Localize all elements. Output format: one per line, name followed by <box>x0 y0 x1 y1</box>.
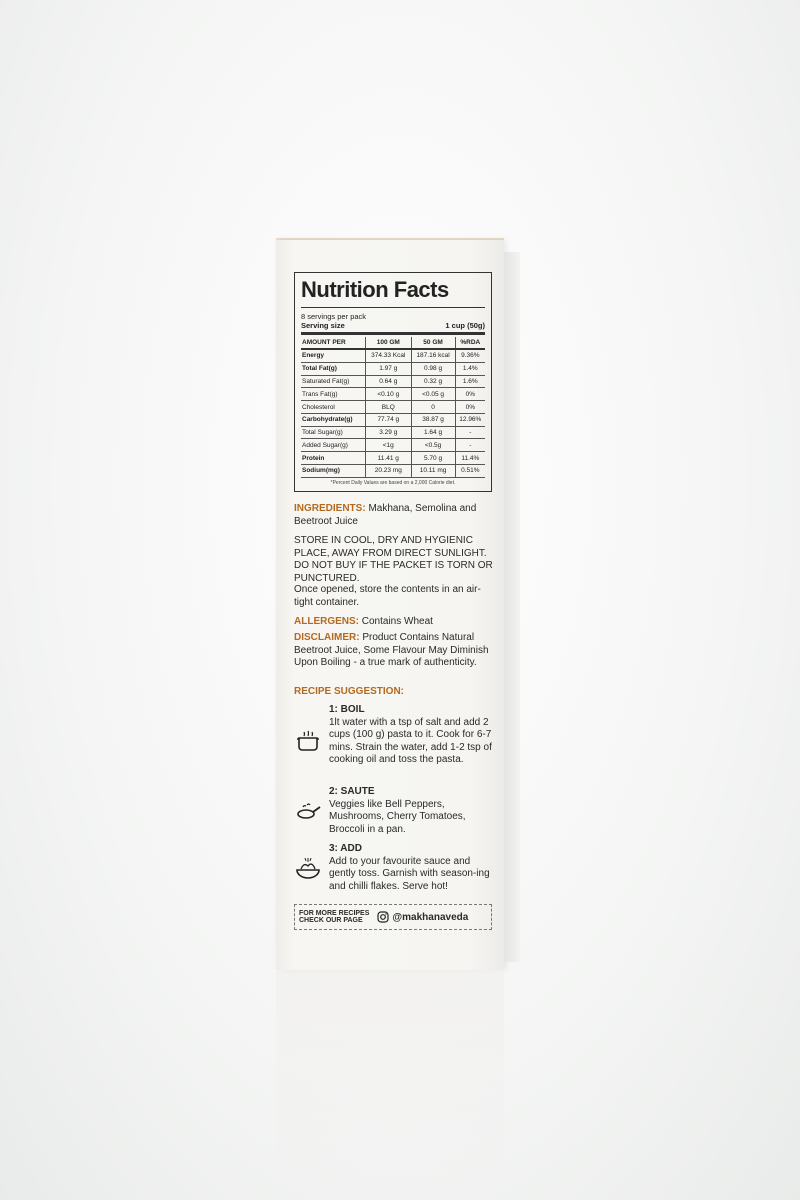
nutrition-row <box>301 388 485 401</box>
recipe-step-1 <box>329 704 499 767</box>
nutrient-value: 5.70 g <box>411 452 455 465</box>
serving-size-label: Serving size <box>301 321 345 330</box>
nutrient-value: <0.05 g <box>411 388 455 401</box>
pasta-bowl-icon <box>295 856 321 882</box>
footer-line-2: CHECK OUR PAGE <box>299 917 363 924</box>
nutrient-value: <0.5g <box>411 439 455 452</box>
nutrient-name: Added Sugar(g) <box>301 439 366 452</box>
nutrient-name: Sodium(mg) <box>301 465 366 478</box>
handle-text: @makhanaveda <box>392 911 469 923</box>
step-3-text: Add to your favourite sauce and gently toss. Garnish with season-ing and chilli flakes. Serve hot! <box>329 855 490 892</box>
nutrient-name: Protein <box>301 452 366 465</box>
allergens-block <box>294 616 499 629</box>
recipes-footer <box>294 904 492 930</box>
step-3-title: 3: ADD <box>329 843 362 854</box>
nutrition-title: Nutrition Facts <box>301 277 485 308</box>
header-rda: %RDA <box>455 337 485 349</box>
step-1-title: 1: BOIL <box>329 704 365 715</box>
disclaimer-text: Product Contains Natural Beetroot Juice, Some Flavour May Diminish Upon Boiling - a true mark of authenticity. <box>294 632 489 668</box>
box-reflection <box>276 972 504 1200</box>
nutrition-row <box>301 362 485 375</box>
nutrient-value: 11.41 g <box>366 452 411 465</box>
nutrition-table <box>301 337 485 478</box>
allergens-label: ALLERGENS: <box>294 616 359 627</box>
nutrient-value: 1.64 g <box>411 426 455 439</box>
nutrition-row <box>301 375 485 388</box>
nutrient-value: 3.29 g <box>366 426 411 439</box>
pot-icon <box>295 728 321 754</box>
header-100gm: 100 GM <box>366 337 411 349</box>
nutrient-value: 11.4% <box>455 452 485 465</box>
footer-line-1: FOR MORE RECIPES <box>299 910 370 917</box>
nutrient-name: Carbohydrate(g) <box>301 413 366 426</box>
nutrient-name: Trans Fat(g) <box>301 388 366 401</box>
recipe-step-3 <box>329 843 499 893</box>
instagram-icon <box>377 911 389 923</box>
recipe-label: RECIPE SUGGESTION: <box>294 686 405 697</box>
step-2-text: Veggies like Bell Peppers, Mushrooms, Cherry Tomatoes, Broccoli in a pan. <box>329 798 466 835</box>
ingredients-text: Makhana, Semolina and Beetroot Juice <box>294 503 477 527</box>
nutrition-row <box>301 452 485 465</box>
pan-icon <box>295 798 321 824</box>
nutrient-value: 38.87 g <box>411 413 455 426</box>
storage-text: STORE IN COOL, DRY AND HYGIENIC PLACE, AWAY FROM DIRECT SUNLIGHT. DO NOT BUY IF THE PACKET IS TORN OR PUNCTURED. <box>294 535 493 584</box>
disclaimer-block <box>294 632 499 670</box>
box-side-panel <box>504 252 520 962</box>
nutrient-value: <0.10 g <box>366 388 411 401</box>
nutrient-value: 1.6% <box>455 375 485 388</box>
nutrient-name: Total Sugar(g) <box>301 426 366 439</box>
step-2-title: 2: SAUTE <box>329 786 375 797</box>
nutrition-row <box>301 413 485 426</box>
nutrient-value: 0 <box>411 401 455 414</box>
nutrient-value: 1.4% <box>455 362 485 375</box>
nutrient-value: 187.16 kcal <box>411 349 455 362</box>
storage-text-2: Once opened, store the contents in an air-tight container. <box>294 584 481 608</box>
nutrition-row <box>301 439 485 452</box>
header-amount: AMOUNT PER <box>301 337 366 349</box>
servings-per-pack: 8 servings per pack <box>301 312 367 321</box>
nutrient-value: BLQ <box>366 401 411 414</box>
nutrition-row <box>301 349 485 362</box>
nutrient-value: 0.98 g <box>411 362 455 375</box>
nutrient-name: Total Fat(g) <box>301 362 366 375</box>
nutrient-value: <1g <box>366 439 411 452</box>
serving-size-value: 1 cup (50g) <box>445 321 485 330</box>
nutrient-name: Energy <box>301 349 366 362</box>
header-50gm: 50 GM <box>411 337 455 349</box>
recipe-step-2 <box>329 786 499 836</box>
nutrient-value: 374.33 Kcal <box>366 349 411 362</box>
nutrition-row <box>301 401 485 414</box>
nutrition-note: *Percent Daily Values are based on a 2,000 Calorie diet. <box>330 480 456 486</box>
nutrient-value: 0.64 g <box>366 375 411 388</box>
nutrient-value: 0.51% <box>455 465 485 478</box>
nutrient-name: Cholesterol <box>301 401 366 414</box>
ingredients-label: INGREDIENTS: <box>294 503 366 514</box>
nutrition-facts-panel <box>294 272 492 492</box>
nutrient-value: - <box>455 426 485 439</box>
step-1-text: 1lt water with a tsp of salt and add 2 cups (100 g) pasta to it. Cook for 6-7 mins. Strain the water, add 1-2 tsp of cooking oil and toss the pasta. <box>329 716 492 765</box>
nutrient-value: 0% <box>455 401 485 414</box>
nutrient-value: 12.96% <box>455 413 485 426</box>
ingredients-block <box>294 503 499 528</box>
nutrition-row <box>301 426 485 439</box>
nutrient-value: 20.23 mg <box>366 465 411 478</box>
nutrition-row <box>301 465 485 478</box>
instagram-handle <box>377 911 468 923</box>
nutrient-value: - <box>455 439 485 452</box>
footer-text <box>299 910 369 924</box>
nutrient-value: 1.97 g <box>366 362 411 375</box>
nutrient-value: 9.36% <box>455 349 485 362</box>
allergens-text: Contains Wheat <box>359 616 433 627</box>
nutrient-value: 77.74 g <box>366 413 411 426</box>
nutrient-value: 10.11 mg <box>411 465 455 478</box>
nutrient-value: 0% <box>455 388 485 401</box>
serving-size-row <box>301 321 485 335</box>
nutrient-name: Saturated Fat(g) <box>301 375 366 388</box>
nutrient-value: 0.32 g <box>411 375 455 388</box>
disclaimer-label: DISCLAIMER: <box>294 632 360 643</box>
